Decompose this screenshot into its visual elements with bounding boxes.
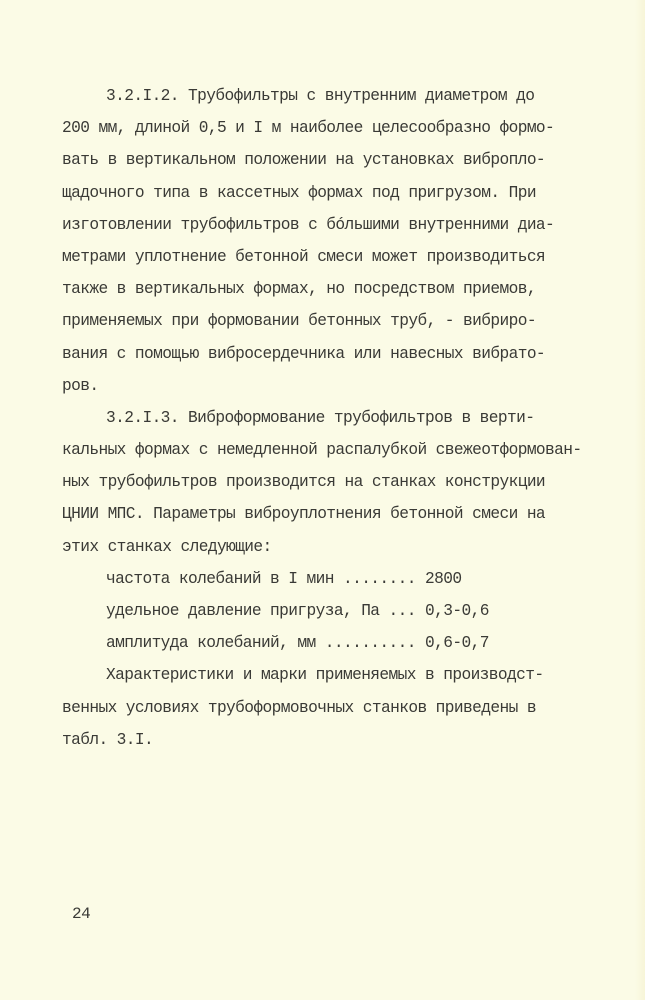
text-line: этих станках следующие:	[62, 537, 272, 556]
parameter-value: 0,6-0,7	[425, 634, 489, 653]
text-line: 200 мм, длиной 0,5 и I м наиболее целесообразно формо-	[62, 119, 555, 138]
text-line: изготовлении трубофильтров с бóльшими внутренними диа-	[62, 215, 555, 234]
parameter-label: амплитуда колебаний, мм ..........	[106, 634, 416, 653]
text-line: Характеристики и марки применяемых в производст-	[106, 666, 544, 685]
text-line: вания с помощью вибросердечника или навесных вибрато-	[62, 344, 546, 363]
text-line: щадочного типа в кассетных формах под пригрузом. При	[62, 183, 536, 202]
parameter-label: удельное давление пригруза, Па ...	[106, 602, 416, 620]
parameter-label: частота колебаний в I мин ........	[106, 569, 416, 588]
parameter-row	[62, 595, 622, 627]
text-line: также в вертикальных формах, но посредством приемов,	[62, 280, 536, 299]
text-line: 3.2.I.2. Трубофильтры с внутренним диаметром до	[106, 87, 535, 105]
text-line: 3.2.I.3. Виброформование трубофильтров в верти-	[106, 408, 535, 427]
parameter-row	[62, 627, 622, 659]
paragraph-closing	[62, 659, 622, 756]
parameter-value: 2800	[425, 569, 462, 588]
paragraph-3-2-1-2	[62, 80, 622, 402]
page-edge	[635, 0, 645, 1000]
text-line: ЦНИИ МПС. Параметры виброуплотнения бетонной смеси на	[62, 505, 546, 524]
parameter-value: 0,3-0,6	[425, 602, 489, 620]
text-line: применяемых при формовании бетонных труб, - вибриро-	[62, 312, 536, 331]
text-line: ров.	[62, 376, 99, 395]
parameter-row	[62, 563, 622, 595]
text-line: вать в вертикальном положении на установках виброплo-	[62, 151, 546, 170]
text-line: ных трубофильтров производится на станках конструкции	[62, 473, 546, 492]
page-number: 24	[72, 905, 91, 923]
text-line: кальных формах с немедленной распалубкой свежеотформован-	[62, 441, 582, 460]
text-line: венных условиях трубоформовочных станков приведены в	[62, 698, 536, 717]
paragraph-3-2-1-3	[62, 402, 622, 563]
text-line: метрами уплотнение бетонной смеси может производиться	[62, 247, 546, 266]
document-body	[62, 80, 622, 756]
text-line: табл. 3.I.	[62, 730, 154, 749]
parameters-list	[62, 563, 622, 660]
